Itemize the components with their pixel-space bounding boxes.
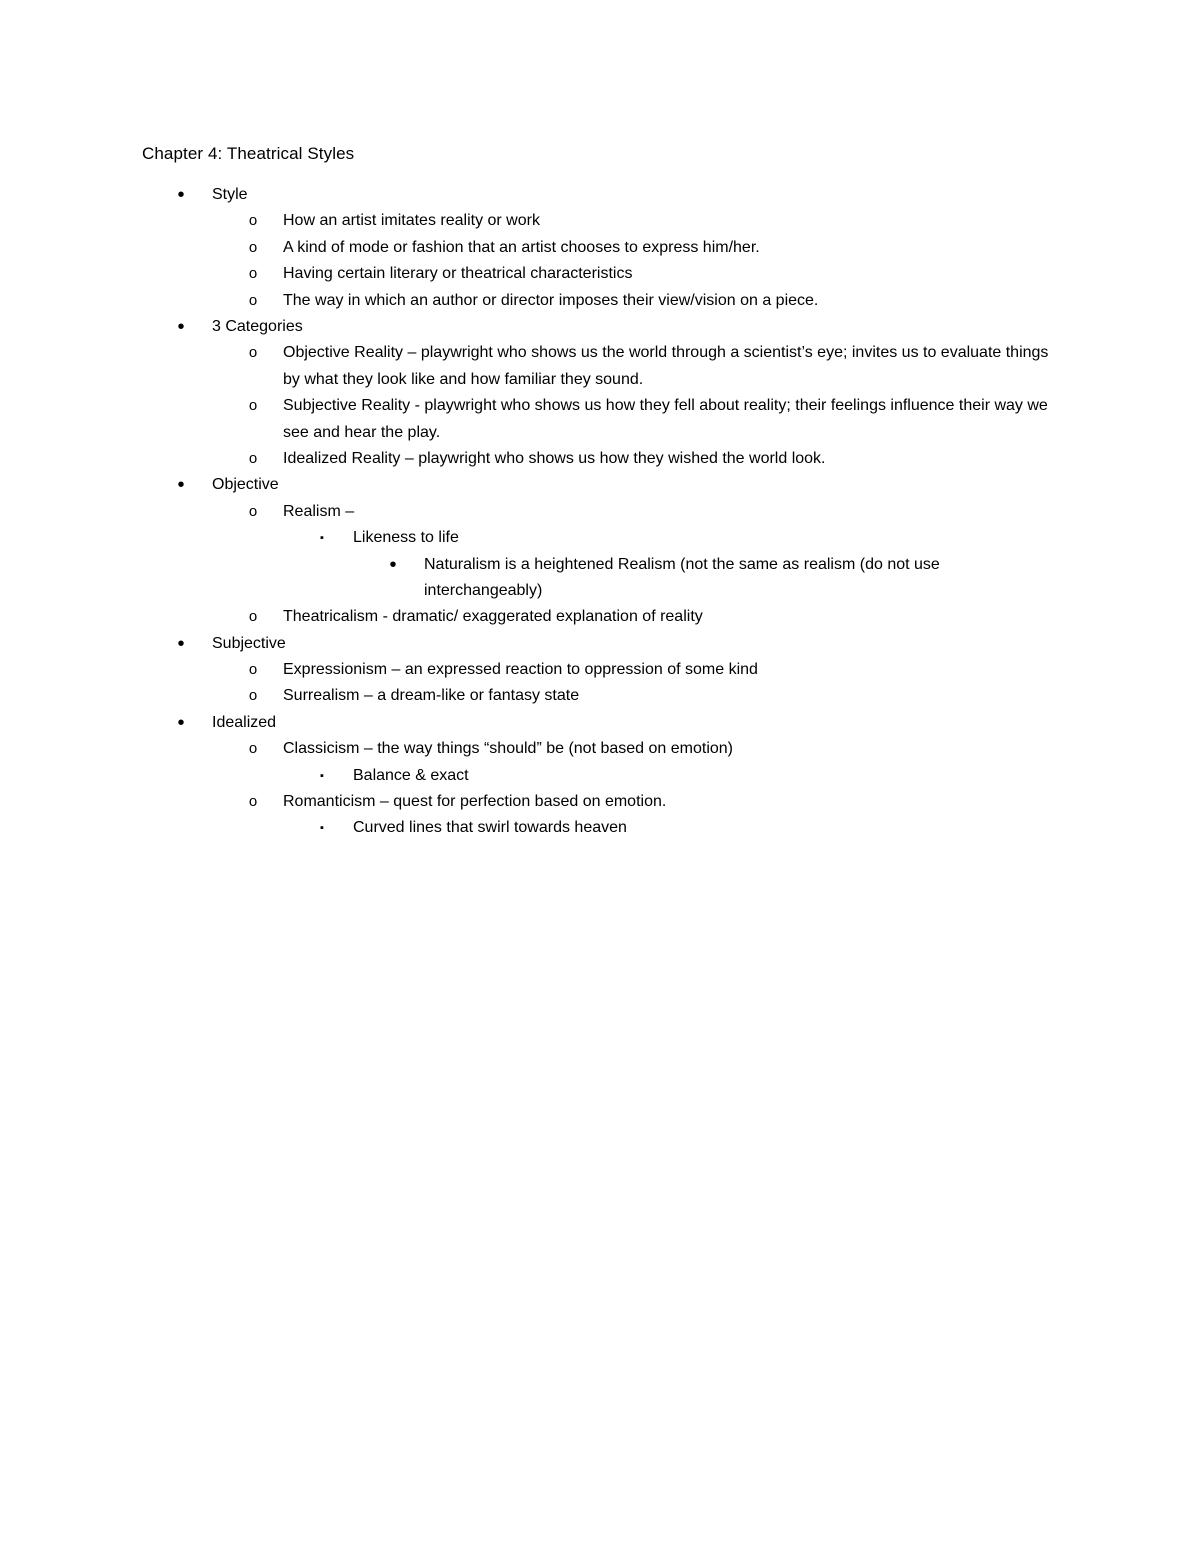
list-item — [0, 710, 1200, 736]
list-item — [0, 261, 1200, 287]
list-item-text: Idealized — [212, 713, 277, 731]
list-item-text: Naturalism is a heightened Realism (not the same as realism (do not use interchangeably) — [424, 555, 940, 599]
list-item-text: The way in which an author or director imposes their view/vision on a piece. — [283, 291, 819, 309]
bullet-icon: • — [177, 711, 185, 734]
circle-bullet-icon: o — [248, 793, 258, 811]
list-item — [0, 552, 1200, 605]
bullet-icon: • — [389, 553, 397, 576]
list-item — [0, 472, 1200, 498]
bullet-icon: • — [177, 315, 185, 338]
list-item — [0, 683, 1200, 709]
list-item — [0, 182, 1200, 208]
list-item-text: Idealized Reality – playwright who shows us how they wished the world look. — [283, 449, 826, 467]
circle-bullet-icon: o — [248, 397, 258, 415]
list-item — [0, 499, 1200, 525]
bullet-icon: • — [177, 184, 185, 206]
list-item-text: Realism – — [283, 502, 355, 520]
list-item-text: 3 Categories — [212, 317, 303, 335]
list-item — [0, 340, 1200, 393]
list-item-text: Curved lines that swirl towards heaven — [353, 819, 627, 837]
list-item-text: Having certain literary or theatrical characteristics — [283, 265, 633, 283]
list-item-text: Classicism – the way things “should” be (not based on emotion) — [283, 740, 733, 758]
list-item-text: Theatricalism - dramatic/ exaggerated explanation of reality — [283, 608, 703, 626]
circle-bullet-icon: o — [248, 608, 258, 626]
circle-bullet-icon: o — [248, 265, 258, 283]
list-item — [0, 815, 1200, 841]
circle-bullet-icon: o — [248, 291, 258, 309]
list-item-text: Objective Reality – playwright who shows us the world through a scientist’s eye; invites us to evaluate things by what they look like and how familiar they sound. — [283, 344, 1049, 388]
list-item-text: Subjective — [212, 634, 286, 652]
list-item — [0, 393, 1200, 446]
list-item-text: Likeness to life — [353, 529, 459, 547]
circle-bullet-icon: o — [248, 238, 258, 256]
circle-bullet-icon: o — [248, 740, 258, 758]
list-item — [0, 208, 1200, 234]
bullet-icon: • — [177, 632, 185, 655]
list-item-text: Balance & exact — [353, 766, 469, 784]
list-item — [0, 789, 1200, 815]
list-item-text: Objective — [212, 476, 279, 494]
list-item — [0, 736, 1200, 762]
circle-bullet-icon: o — [248, 344, 258, 362]
list-item — [0, 631, 1200, 657]
square-bullet-icon: ▪ — [320, 769, 324, 782]
circle-bullet-icon: o — [248, 212, 258, 230]
circle-bullet-icon: o — [248, 661, 258, 679]
list-item-text: Romanticism – quest for perfection based on emotion. — [283, 793, 667, 811]
list-item — [0, 314, 1200, 340]
list-item — [0, 235, 1200, 261]
square-bullet-icon: ▪ — [320, 822, 324, 835]
list-item-text: Subjective Reality - playwright who shows us how they fell about reality; their feelings influence their way we see and hear the play. — [283, 397, 1048, 441]
list-item — [0, 446, 1200, 472]
list-item-text: A kind of mode or fashion that an artist chooses to express him/her. — [283, 238, 760, 256]
list-item-text: Surrealism – a dream-like or fantasy state — [283, 687, 580, 705]
list-item — [0, 657, 1200, 683]
circle-bullet-icon: o — [248, 449, 258, 467]
list-item-text: How an artist imitates reality or work — [283, 212, 540, 230]
square-bullet-icon: ▪ — [320, 532, 324, 545]
document-title: Chapter 4: Theatrical Styles — [142, 144, 355, 163]
circle-bullet-icon: o — [248, 687, 258, 705]
circle-bullet-icon: o — [248, 502, 258, 520]
bullet-icon: • — [177, 474, 185, 497]
list-item-text: Expressionism – an expressed reaction to oppression of some kind — [283, 661, 758, 679]
list-item — [0, 604, 1200, 630]
list-item-text: Style — [212, 186, 248, 203]
list-item — [0, 525, 1200, 551]
list-item — [0, 763, 1200, 789]
outline-list — [0, 182, 1200, 842]
list-item — [0, 288, 1200, 314]
